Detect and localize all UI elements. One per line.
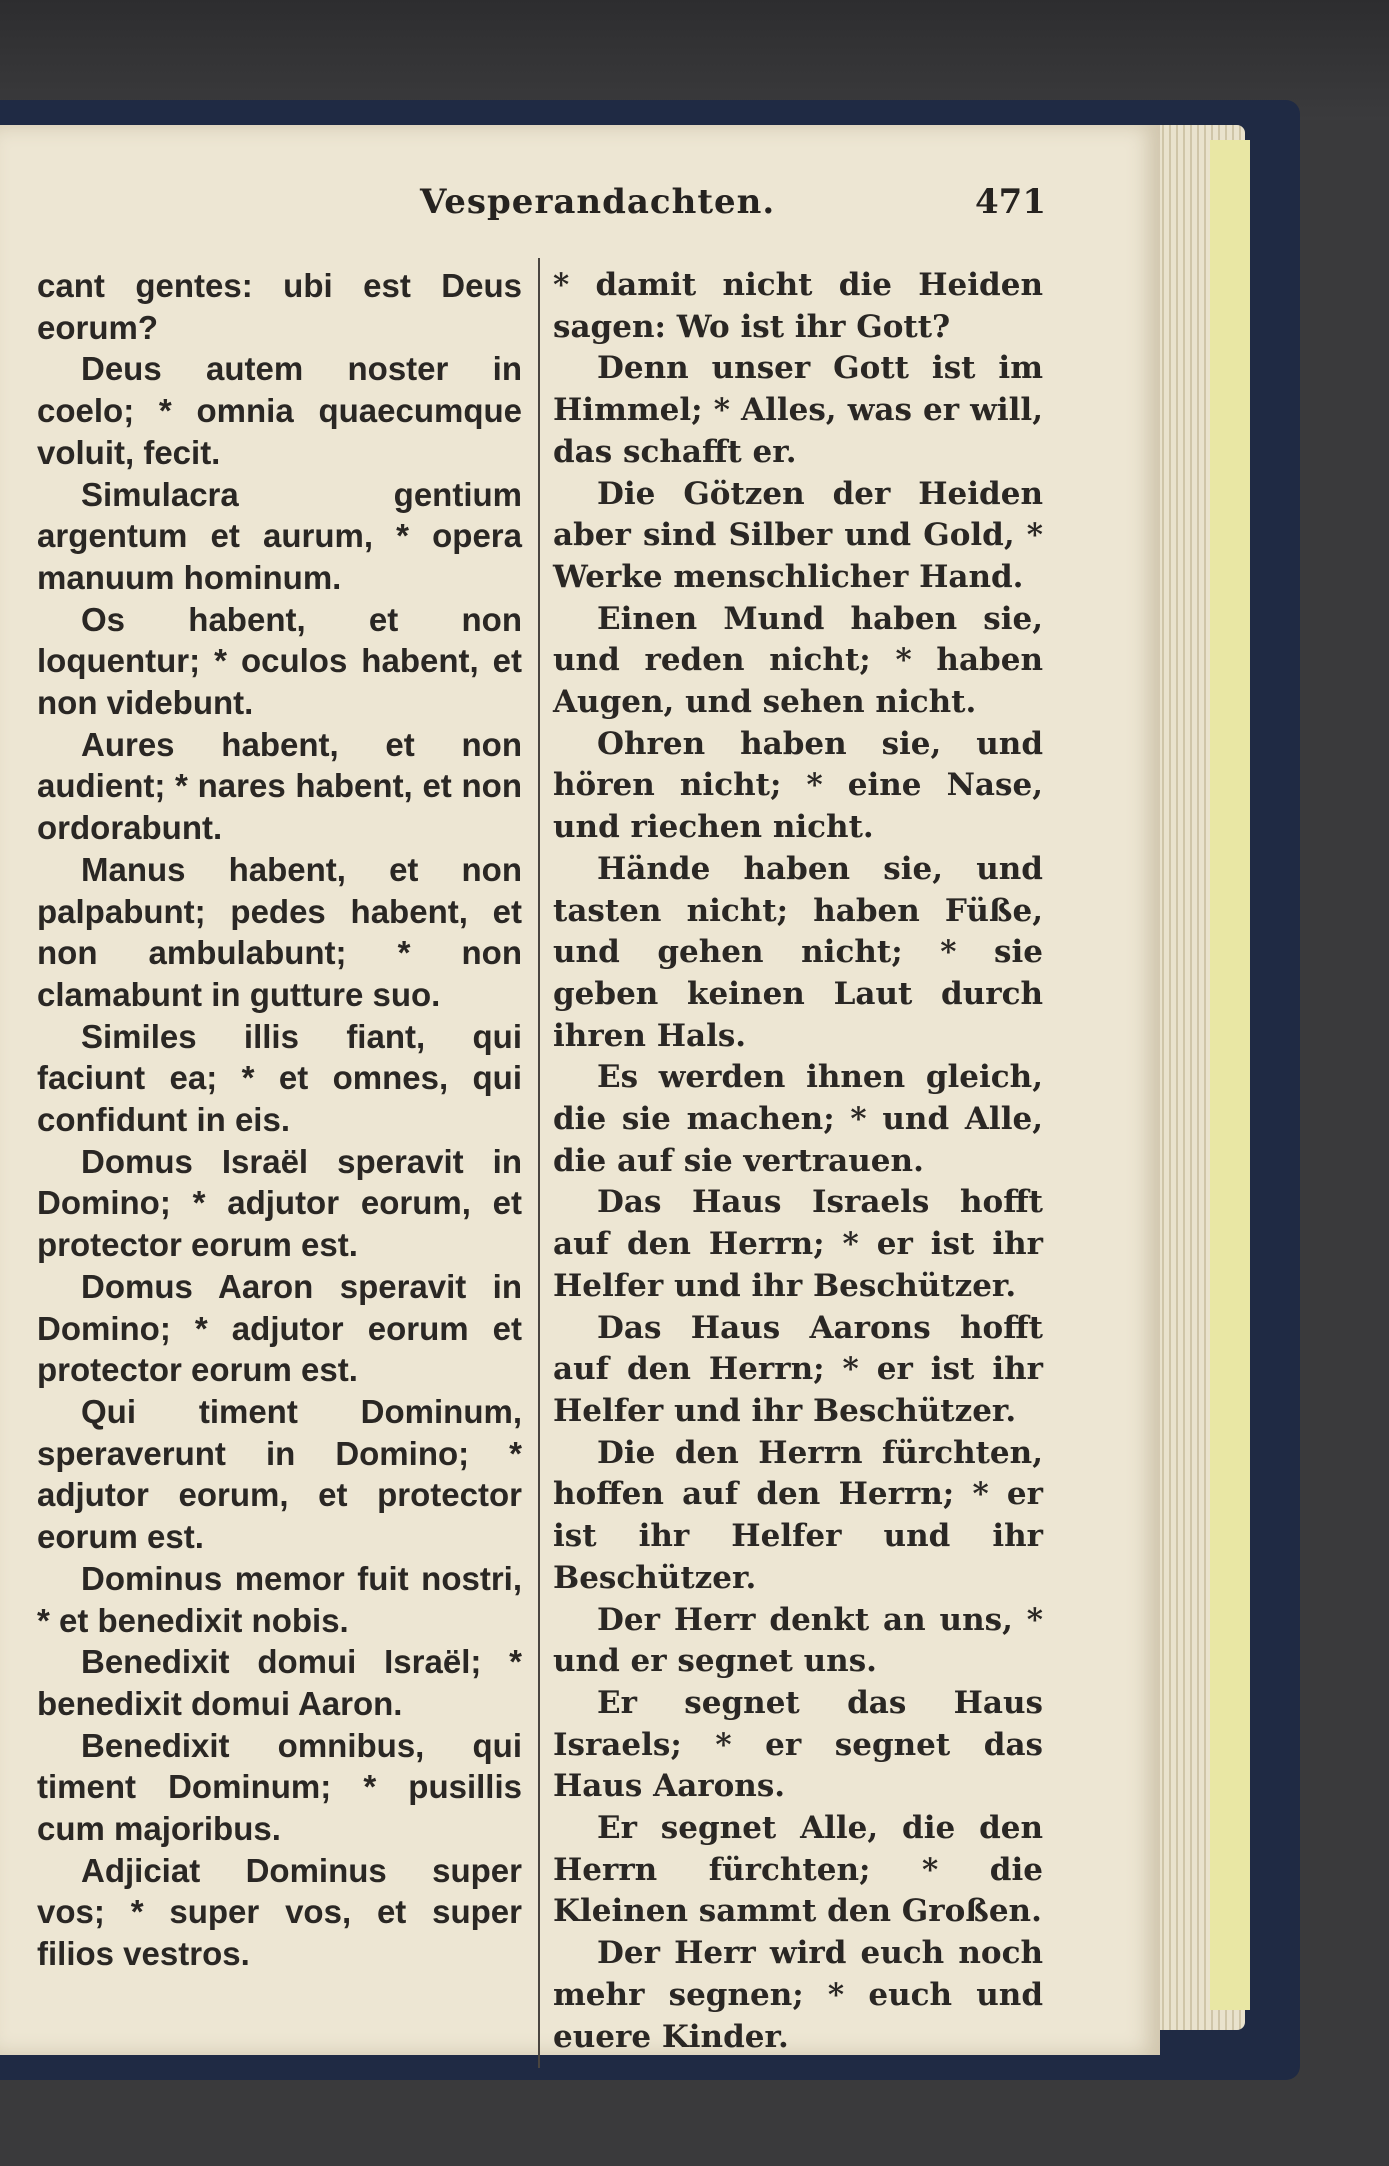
latin-verse: Adjiciat Dominus super vos; * super vos, et super filios vestros. [37, 1851, 522, 1973]
column-divider [538, 258, 540, 2068]
german-verse: Er segnet das Haus Israels; * er segnet das Haus Aarons. [553, 1684, 1043, 1805]
latin-verse: Deus autem noster in coelo; * omnia quaecumque voluit, fecit. [37, 350, 522, 471]
german-verse: Das Haus Israels hofft auf den Herrn; * er ist ihr Helfer und ihr Beschützer. [553, 1184, 1043, 1304]
latin-verse: Manus habent, et non palpabunt; pedes habent, et non ambulabunt; * non clamabunt in gutture suo. [37, 850, 522, 1013]
german-column [553, 265, 1043, 2058]
german-verse: Denn unser Gott ist im Himmel; * Alles, was er will, das schafft er. [553, 350, 1043, 470]
german-verse: Das Haus Aarons hofft auf den Herrn; * er ist ihr Helfer und ihr Beschützer. [553, 1309, 1043, 1429]
latin-verse: Os habent, et non loquentur; * oculos habent, et non videbunt. [37, 600, 522, 722]
latin-verse: Similes illis fiant, qui faciunt ea; * et omnes, qui confidunt in eis. [37, 1017, 522, 1139]
latin-verse: Domus Israël speravit in Domino; * adjutor eorum, et protector eorum est. [37, 1142, 522, 1264]
german-verse: Ohren haben sie, und hören nicht; * eine Nase, und riechen nicht. [553, 725, 1043, 846]
german-verse: Der Herr denkt an uns, * und er segnet uns. [553, 1601, 1043, 1680]
latin-verse: Benedixit domui Israël; * benedixit domui Aaron. [37, 1643, 522, 1722]
latin-verse: Qui timent Dominum, speraverunt in Domino; * adjutor eorum, et protector eorum est. [37, 1392, 522, 1556]
german-verse: Der Herr wird euch noch mehr segnen; * euch und euere Kinder. [553, 1935, 1043, 2055]
book-page [0, 125, 1160, 2055]
latin-verse: Aures habent, et non audient; * nares habent, et non ordorabunt. [37, 725, 522, 847]
running-head [0, 182, 1160, 242]
german-verse: Einen Mund haben sie, und reden nicht; * haben Augen, und sehen nicht. [553, 600, 1043, 721]
bookmark-edge [1210, 140, 1250, 2010]
page-title: Vesperandachten. [420, 182, 776, 222]
latin-verse: Dominus memor fuit nostri, * et benedixit nobis. [37, 1559, 522, 1639]
page-number: 471 [975, 182, 1046, 222]
german-verse: * damit nicht die Heiden sagen: Wo ist ihr Gott? [553, 267, 1043, 345]
german-verse: Hände haben sie, und tasten nicht; haben Füße, und gehen nicht; * sie geben keinen Laut durch ihren Hals. [553, 850, 1043, 1054]
latin-verse: cant gentes: ubi est Deus eorum? [37, 267, 522, 346]
latin-column [37, 265, 522, 1975]
german-verse: Die Götzen der Heiden aber sind Silber und Gold, * Werke menschlicher Hand. [553, 475, 1043, 595]
german-verse: Er segnet Alle, die den Herrn fürchten; * die Kleinen sammt den Großen. [553, 1810, 1043, 1930]
german-verse: Es werden ihnen gleich, die sie machen; * und Alle, die auf sie vertrauen. [553, 1059, 1043, 1179]
latin-verse: Simulacra gentium argentum et aurum, * opera manuum hominum. [37, 475, 522, 596]
latin-verse: Domus Aaron speravit in Domino; * adjutor eorum et protector eorum est. [37, 1267, 522, 1389]
german-verse: Die den Herrn fürchten, hoffen auf den Herrn; * er ist ihr Helfer und ihr Beschützer. [553, 1434, 1043, 1596]
latin-verse: Benedixit omnibus, qui timent Dominum; * pusillis cum majoribus. [37, 1726, 522, 1848]
